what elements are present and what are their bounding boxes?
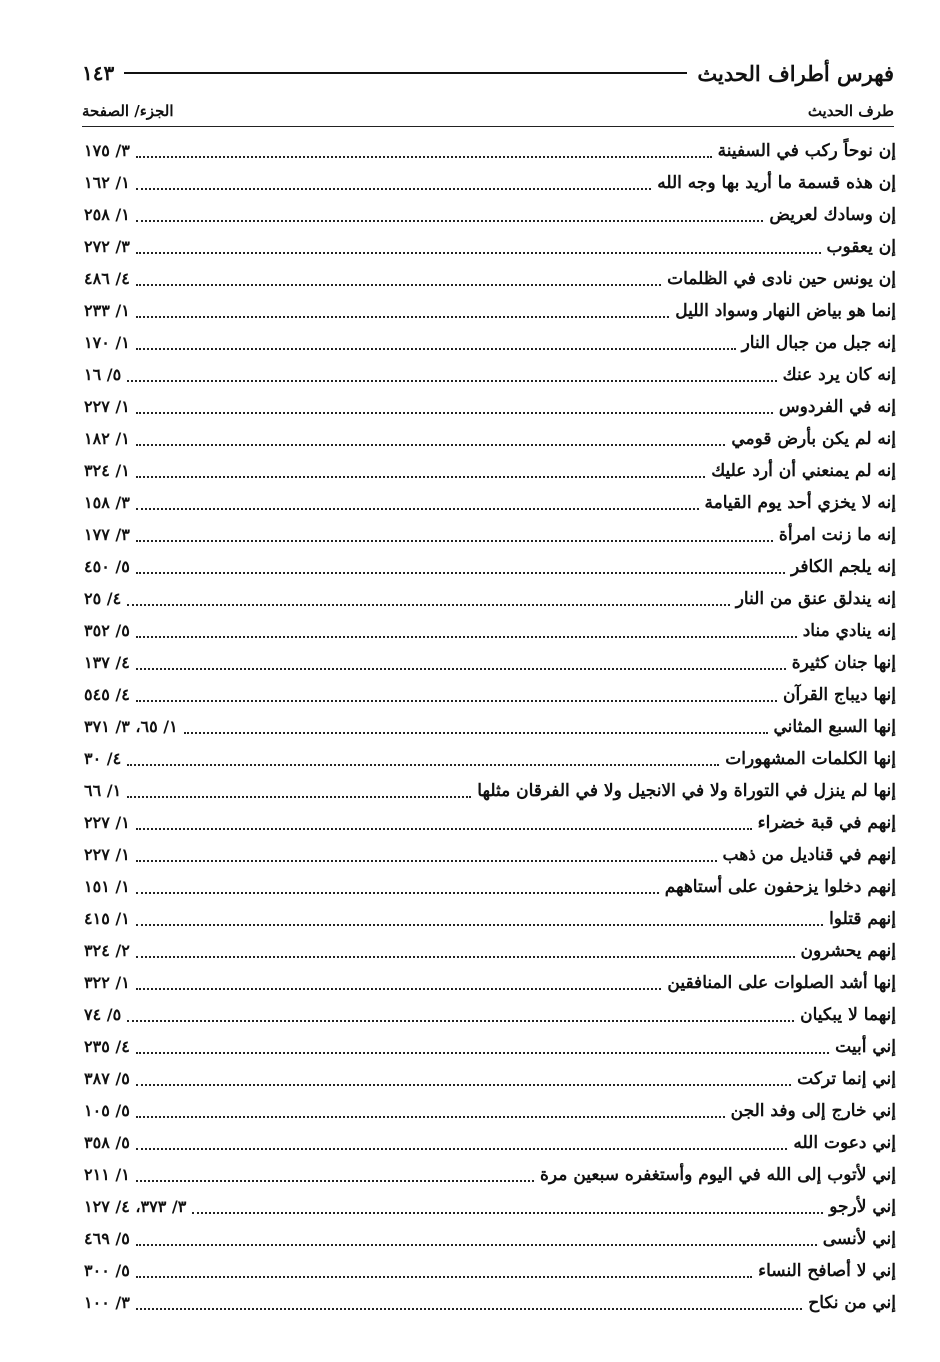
hadith-text: إنهم قتلوا [829, 909, 896, 929]
volume-page-reference: ٥/ ٣٥٢ [84, 621, 130, 640]
volume-page-reference: ٥/ ١٦ [84, 365, 122, 384]
index-entry [84, 1223, 896, 1255]
volume-page-reference: ١/ ٢٣٣ [84, 301, 130, 320]
volume-page-reference: ١/ ٢٢٧ [84, 845, 130, 864]
index-entry [84, 327, 896, 359]
volume-page-reference: ١/ ٢٥٨ [84, 205, 130, 224]
volume-page-reference: ١/ ١٨٢ [84, 429, 130, 448]
volume-page-reference: ٤/ ٤٨٦ [84, 269, 130, 288]
dot-leader [127, 764, 719, 766]
hadith-text: إنه يلجم الكافر [790, 557, 896, 577]
volume-page-reference: ٤/ ٢٣٥ [84, 1037, 130, 1056]
index-entry [84, 1191, 896, 1223]
index-entry [84, 263, 896, 295]
hadith-text: إنها الكلمات المشهورات [725, 749, 896, 769]
hadith-text: إن يونس حين نادى في الظلمات [667, 269, 896, 289]
hadith-text: إنه كان يرد عنك [782, 365, 896, 385]
index-entry [84, 487, 896, 519]
index-entries [84, 135, 896, 1319]
hadith-text: إنهم دخلوا يزحفون على أستاههم [664, 877, 896, 897]
dot-leader [136, 252, 821, 254]
volume-page-reference: ٢/ ٣٢٤ [84, 941, 130, 960]
hadith-text: إنه جبل من جبال النار [741, 333, 896, 353]
volume-page-reference: ١/ ١٧٠ [84, 333, 130, 352]
volume-page-reference: ١/ ٣٢٤ [84, 461, 130, 480]
hadith-text: إنها السبع المثاني [773, 717, 896, 737]
hadith-text: إنها أشد الصلوات على المنافقين [667, 973, 896, 993]
index-entry [84, 775, 896, 807]
index-entry [84, 615, 896, 647]
dot-leader [136, 892, 659, 894]
hadith-column-header: طرف الحديث [807, 102, 894, 120]
volume-page-reference: ٤/ ٢٥ [84, 589, 122, 608]
index-entry [84, 1031, 896, 1063]
index-entry [84, 999, 896, 1031]
hadith-text: إن يعقوب [826, 237, 896, 257]
index-entry [84, 359, 896, 391]
dot-leader [127, 796, 471, 798]
dot-leader [136, 860, 717, 862]
volume-page-reference: ١/ ٢١١ [84, 1165, 130, 1184]
index-entry [84, 935, 896, 967]
hadith-text: إنما هو بياض النهار وسواد الليل [675, 301, 896, 321]
hadith-text: إني إنما تركت [797, 1069, 896, 1089]
volume-page-reference: ١/ ٦٥، ٣/ ٣٧١ [84, 717, 178, 736]
index-entry [84, 1287, 896, 1319]
hadith-text: إني لأنسى [822, 1229, 896, 1249]
volume-page-reference: ٥/ ٣٥٨ [84, 1133, 130, 1152]
volume-page-reference: ٣/ ٢٧٢ [84, 237, 130, 256]
index-entry [84, 167, 896, 199]
dot-leader [136, 348, 736, 350]
index-entry [84, 839, 896, 871]
index-entry [84, 295, 896, 327]
dot-leader [136, 1052, 829, 1054]
hadith-text: إنه لا يخزي أحد يوم القيامة [704, 493, 896, 513]
volume-page-reference: ١/ ٤١٥ [84, 909, 130, 928]
dot-leader [136, 316, 669, 318]
hadith-text: إني من نكاح [808, 1293, 896, 1313]
hadith-text: إنهم في قبة خضراء [757, 813, 896, 833]
dot-leader [136, 188, 651, 190]
dot-leader [136, 1180, 534, 1182]
dot-leader [136, 956, 795, 958]
dot-leader [136, 700, 777, 702]
dot-leader [184, 732, 768, 734]
hadith-text: إنه يندلق عنق من النار [735, 589, 896, 609]
index-entry [84, 519, 896, 551]
dot-leader [136, 636, 797, 638]
hadith-text: إن نوحاً ركب في السفينة [717, 141, 896, 161]
dot-leader [136, 156, 712, 158]
volume-page-reference: ١/ ٢٢٧ [84, 813, 130, 832]
hadith-text: إنهم يحشرون [800, 941, 896, 961]
volume-page-reference: ٥/ ٣٨٧ [84, 1069, 130, 1088]
dot-leader [127, 604, 729, 606]
index-entry [84, 679, 896, 711]
index-entry [84, 455, 896, 487]
reference-column-header: الجزء/ الصفحة [82, 102, 174, 120]
index-entry [84, 1255, 896, 1287]
volume-page-reference: ٣/ ٣٧٣، ٤/ ١٢٧ [84, 1197, 187, 1216]
index-entry [84, 903, 896, 935]
dot-leader [136, 988, 662, 990]
dot-leader [136, 284, 661, 286]
volume-page-reference: ٥/ ٣٠٠ [84, 1261, 130, 1280]
dot-leader [136, 476, 705, 478]
index-entry [84, 711, 896, 743]
volume-page-reference: ٥/ ٧٤ [84, 1005, 122, 1024]
hadith-text: إنهما لا يبكيان [800, 1005, 896, 1025]
index-entry [84, 1159, 896, 1191]
volume-page-reference: ٤/ ٣٠ [84, 749, 122, 768]
hadith-text: إنه لم يمنعني أن أرد عليك [711, 461, 896, 481]
hadith-text: إنها جنان كثيرة [791, 653, 896, 673]
hadith-text: إني لأتوب إلى الله في اليوم وأستغفره سبعين مرة [540, 1165, 896, 1185]
volume-page-reference: ١/ ١٥١ [84, 877, 130, 896]
dot-leader [136, 668, 786, 670]
dot-leader [136, 220, 764, 222]
volume-page-reference: ٥/ ٤٥٠ [84, 557, 130, 576]
dot-leader [136, 540, 773, 542]
dot-leader [136, 1116, 725, 1118]
dot-leader [136, 1084, 791, 1086]
column-header-rule [82, 126, 894, 127]
index-entry [84, 743, 896, 775]
volume-page-reference: ١/ ٢٢٧ [84, 397, 130, 416]
volume-page-reference: ٤/ ١٣٧ [84, 653, 130, 672]
hadith-text: إني دعوت الله [793, 1133, 896, 1153]
dot-leader [136, 444, 726, 446]
hadith-text: إنه في الفردوس [778, 397, 896, 417]
volume-page-reference: ٣/ ١٧٧ [84, 525, 130, 544]
volume-page-reference: ٣/ ١٠٠ [84, 1293, 130, 1312]
dot-leader [136, 1148, 788, 1150]
volume-page-reference: ٥/ ١٠٥ [84, 1101, 130, 1120]
index-entry [84, 583, 896, 615]
index-entry [84, 199, 896, 231]
volume-page-reference: ٣/ ١٧٥ [84, 141, 130, 160]
page-number: ١٤٣ [82, 61, 115, 85]
dot-leader [136, 828, 752, 830]
dot-leader [136, 924, 823, 926]
volume-page-reference: ٤/ ٥٤٥ [84, 685, 130, 704]
hadith-text: إن وسادك لعريض [769, 205, 896, 225]
column-headers [82, 98, 894, 124]
volume-page-reference: ١/ ٣٢٢ [84, 973, 130, 992]
index-entry [84, 1095, 896, 1127]
dot-leader [192, 1212, 823, 1214]
hadith-text: إني لأرجو [829, 1197, 896, 1217]
hadith-text: إنهم في قناديل من ذهب [722, 845, 896, 865]
dot-leader [127, 380, 776, 382]
dot-leader [136, 412, 773, 414]
header-rule [124, 72, 687, 74]
hadith-text: إنها ديباج القرآن [783, 685, 896, 705]
dot-leader [136, 1308, 802, 1310]
index-entry [84, 807, 896, 839]
dot-leader [136, 572, 785, 574]
index-entry [84, 871, 896, 903]
index-entry [84, 1127, 896, 1159]
index-entry [84, 423, 896, 455]
hadith-text: إنها لم ينزل في التوراة ولا في الانجيل ولا في الفرقان مثلها [477, 781, 896, 801]
running-title: فهرس أطراف الحديث [697, 60, 894, 86]
dot-leader [136, 1276, 752, 1278]
index-entry [84, 967, 896, 999]
dot-leader [127, 1020, 794, 1022]
index-entry [84, 135, 896, 167]
hadith-text: إنه لم يكن بأرض قومي [731, 429, 896, 449]
index-entry [84, 231, 896, 263]
index-entry [84, 647, 896, 679]
dot-leader [136, 508, 699, 510]
volume-page-reference: ١/ ١٦٢ [84, 173, 130, 192]
running-header [82, 56, 894, 90]
volume-page-reference: ١/ ٦٦ [84, 781, 122, 800]
index-entry [84, 551, 896, 583]
hadith-text: إن هذه قسمة ما أريد بها وجه الله [657, 173, 896, 193]
index-entry [84, 1063, 896, 1095]
hadith-text: إني خارج إلى وفد الجن [730, 1101, 896, 1121]
volume-page-reference: ٣/ ١٥٨ [84, 493, 130, 512]
hadith-text: إني لا أصافح النساء [758, 1261, 896, 1281]
volume-page-reference: ٥/ ٤٦٩ [84, 1229, 130, 1248]
hadith-text: إنه ما زنت امرأة [778, 525, 896, 545]
hadith-text: إنه ينادي مناد [802, 621, 896, 641]
hadith-text: إني أبيت [835, 1037, 896, 1057]
dot-leader [136, 1244, 817, 1246]
index-entry [84, 391, 896, 423]
